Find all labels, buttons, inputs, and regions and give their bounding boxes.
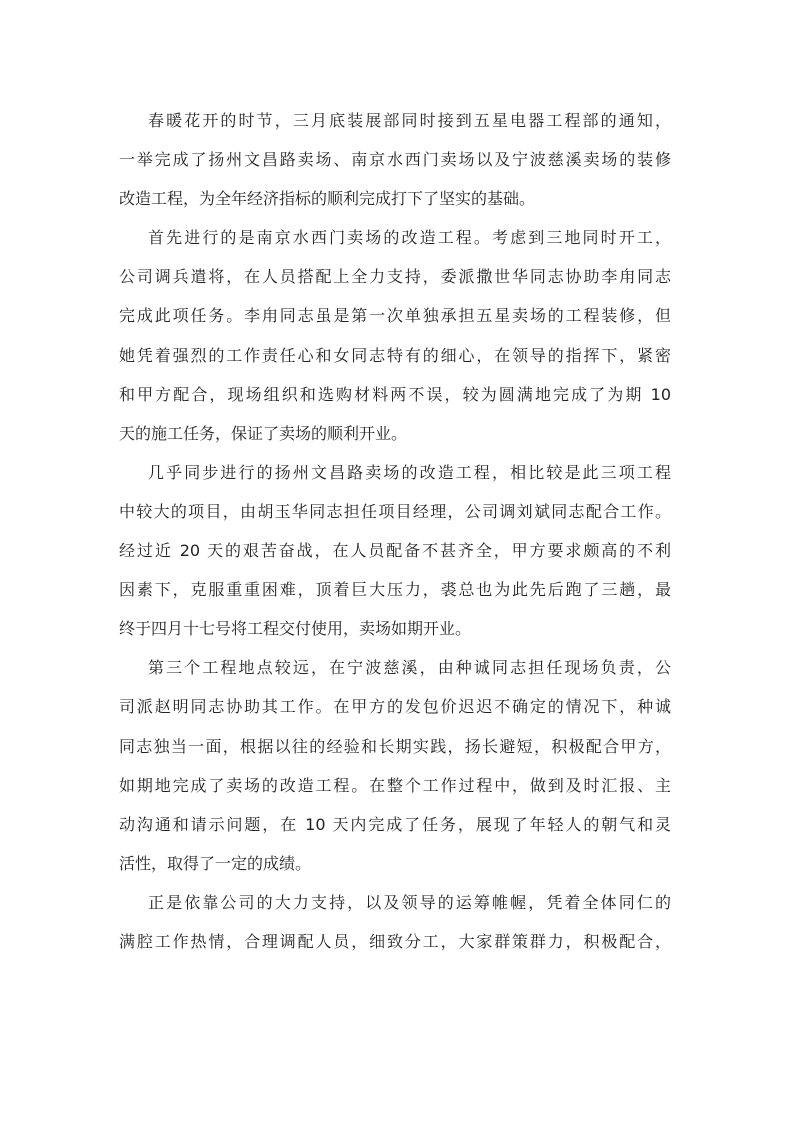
paragraph-1-line-2: 一举完成了扬州文昌路卖场、南京水西门卖场以及宁波慈溪卖场的装修 [119,150,671,170]
paragraph-3-line-4: 因素下，克服重重困难，顶着巨大压力，裘总也为此先后跑了三趟，最 [119,580,671,600]
paragraph-5-line-1: 正是依靠公司的大力支持，以及领导的运筹帷幄，凭着全体同仁的 [148,892,671,912]
paragraph-3-line-1: 几乎同步进行的扬州文昌路卖场的改造工程，相比较是此三项工程 [148,462,671,482]
paragraph-1-line-3: 改造工程，为全年经济指标的顺利完成打下了坚实的基础。 [119,189,536,209]
paragraph-4-line-5: 动沟通和请示问题，在 10 天内完成了任务，展现了年轻人的朝气和灵 [119,814,671,834]
paragraph-3-line-3: 经过近 20 天的艰苦奋战，在人员配备不甚齐全，甲方要求颇高的不利 [119,541,671,561]
paragraph-2-line-6: 天的施工任务，保证了卖场的顺利开业。 [119,423,408,443]
paragraph-3-line-5: 终于四月十七号将工程交付使用，卖场如期开业。 [119,619,472,639]
paragraph-2-line-5: 和甲方配合，现场组织和选购材料两不误，较为圆满地完成了为期 10 [119,384,671,404]
paragraph-3-line-2: 中较大的项目，由胡玉华同志担任项目经理，公司调刘斌同志配合工作。 [119,501,671,521]
paragraph-4-line-6: 活性，取得了一定的成绩。 [119,853,312,873]
paragraph-2-line-4: 她凭着强烈的工作责任心和女同志特有的细心，在领导的指挥下，紧密 [119,345,671,365]
paragraph-4-line-2: 司派赵明同志协助其工作。在甲方的发包价迟迟不确定的情况下，种诚 [119,697,671,717]
paragraph-2-line-2: 公司调兵遣将，在人员搭配上全力支持，委派撒世华同志协助李甪同志 [119,267,671,287]
paragraph-5-line-2: 满腔工作热情，合理调配人员，细致分工，大家群策群力，积极配合， [119,931,671,951]
document-body [119,106,671,966]
paragraph-4-line-1: 第三个工程地点较远，在宁波慈溪，由种诚同志担任现场负责，公 [148,658,671,678]
paragraph-4-line-4: 如期地完成了卖场的改造工程。在整个工作过程中，做到及时汇报、主 [119,775,671,795]
paragraph-1-line-1: 春暖花开的时节，三月底装展部同时接到五星电器工程部的通知， [148,111,671,130]
paragraph-2-line-3: 完成此项任务。李甪同志虽是第一次单独承担五星卖场的工程装修，但 [119,306,671,326]
paragraph-4-line-3: 同志独当一面，根据以往的经验和长期实践，扬长避短，积极配合甲方， [119,736,671,756]
paragraph-2-line-1: 首先进行的是南京水西门卖场的改造工程。考虑到三地同时开工， [148,228,671,248]
